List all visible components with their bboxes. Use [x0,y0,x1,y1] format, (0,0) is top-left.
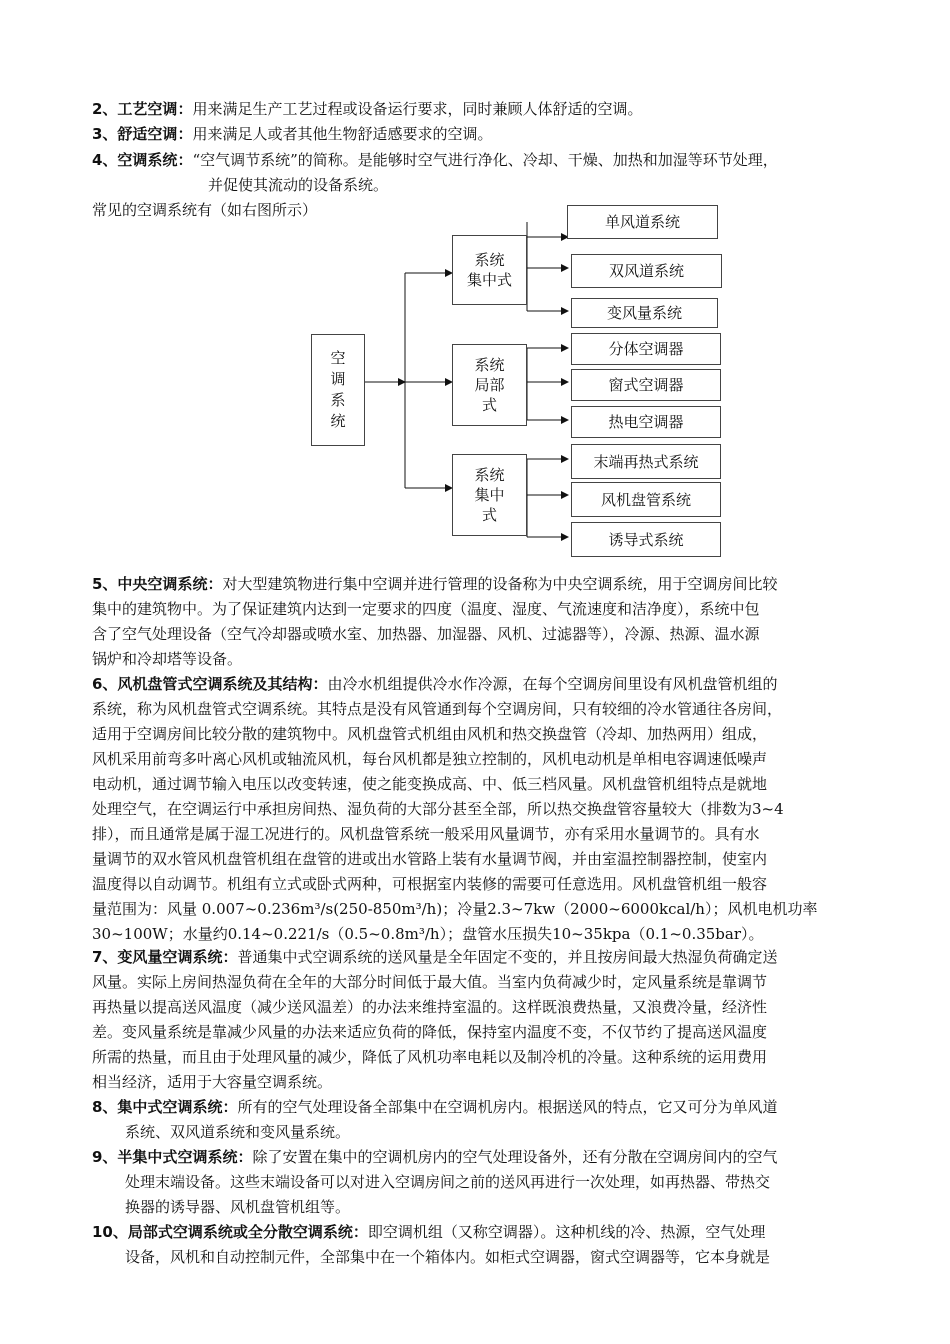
section-line: 所需的热量，而且由于处理风量的减少，降低了风机功率电耗以及制冷机的冷量。这种系统的运用费用 [92,1048,768,1066]
item-text: 用来满足生产工艺过程或设备运行要求，同时兼顾人体舒适的空调。 [192,100,643,118]
section-central-ac [92,572,777,672]
leaf-thermoelectric: 热电空调器 [571,406,721,438]
item-title: 3、舒适空调： [92,125,193,143]
root-char: 系 [330,391,346,409]
leaf-dual-duct: 双风道系统 [571,254,722,288]
section-line: 设备，风机和自动控制元件，全部集中在一个箱体内。如柜式空调器，窗式空调器等，它本身就是 [125,1248,771,1266]
section-line: 量范围为：风量 0.007~0.236m³/s(250-850m³/h)；冷量2.3~7kw（2000~6000kcal/h）；风机电机功率 [92,900,818,918]
leaf-variable-air-volume: 变风量系统 [571,298,718,328]
leaf-window-unit: 窗式空调器 [571,369,721,401]
section-semi-centralized [92,1145,777,1170]
section-line: 差。变风量系统是靠减少风量的办法来适应负荷的降低，保持室内温度不变，不仅节约了提高送风温度 [92,1023,768,1041]
section-title: 5、中央空调系统： [92,575,223,593]
section-line: 系统，称为风机盘管式空调系统。其特点是没有风管通到每个空调房间，只有较细的冷水管通往各房间， [92,700,783,718]
section-line: 排），而且通常是属于湿工况进行的。风机盘管系统一般采用风量调节，亦有采用水量调节的。具有水 [92,825,760,843]
section-centralized [92,1095,777,1120]
section-title: 9、半集中式空调系统： [92,1148,253,1166]
section-line: 温度得以自动调节。机组有立式或卧式两种，可根据室内装修的需要可任意选用。风机盘管机组一般容 [92,875,768,893]
diagram-caption: 常见的空调系统有（如右图所示） [92,201,318,219]
section-line: 30~100W；水量约0.14~0.221/s（0.5~0.8m³/h）；盘管水压损失10~35kpa（0.1~0.35bar）。 [92,925,764,943]
section-line: 对大型建筑物进行集中空调并进行管理的设备称为中央空调系统，用于空调房间比较 [222,575,778,593]
item-title: 4、空调系统： [92,151,193,169]
section-line: 由冷水机组提供冷水作冷源，在每个空调房间里设有风机盘管机组的 [327,675,778,693]
section-line: 处理末端设备。这些末端设备可以对进入空调房间之前的送风再进行一次处理，如再热器、带热交 [125,1173,771,1191]
section-line: 普通集中式空调系统的送风量是全年固定不变的，并且按房间最大热湿负荷确定送 [237,948,778,966]
root-char: 统 [330,412,346,430]
section-title: 6、风机盘管式空调系统及其结构： [92,675,328,693]
section-line: 电动机，通过调节输入电压以改变转速，使之能变换成高、中、低三档风量。风机盘管机组特点是就地 [92,775,768,793]
group-box-centralized [452,235,527,305]
root-box-ac-system [311,334,365,446]
leaf-fan-coil: 风机盘管系统 [571,482,721,517]
item-title: 2、工艺空调： [92,100,193,118]
section-line: 含了空气处理设备（空气冷却器或喷水室、加热器、加湿器、风机、过滤器等），冷源、热源、温水源 [92,625,760,643]
item-text: “空气调节系统”的简称。是能够时空气进行净化、冷却、干燥、加热和加湿等环节处理， [192,151,778,169]
section-line: 风量。实际上房间热湿负荷在全年的大部分时间低于最大值。当室内负荷减少时，定风量系统是靠调节 [92,973,768,991]
section-title: 7、变风量空调系统： [92,948,238,966]
item-text: 用来满足人或者其他生物舒适感要求的空调。 [192,125,493,143]
group-label: 局部 [474,376,505,394]
section-line: 处理空气，在空调运行中承担房间热、湿负荷的大部分甚至全部，所以热交换盘管容量较大（排数为3~4 [92,800,784,818]
root-char: 调 [330,370,346,388]
leaf-split-unit: 分体空调器 [571,333,721,365]
section-line: 所有的空气处理设备全部集中在空调机房内。根据送风的特点，它又可分为单风道 [237,1098,778,1116]
group-label: 系统 [474,466,505,484]
section-line: 量调节的双水管风机盘管机组在盘管的进或出水管路上装有水量调节阀，并由室温控制器控制，使室内 [92,850,768,868]
leaf-terminal-reheat: 末端再热式系统 [571,444,721,479]
section-line: 换器的诱导器、风机盘管机组等。 [125,1198,351,1216]
section-local-ac [92,1220,765,1245]
leaf-induction: 诱导式系统 [571,522,721,557]
section-title: 8、集中式空调系统： [92,1098,238,1116]
section-fan-coil [92,672,817,947]
section-semi-centralized-continued [125,1170,770,1220]
group-label: 系统 [474,251,505,269]
group-label: 集中式 [466,271,512,289]
section-line: 系统、双风道系统和变风量系统。 [125,1123,351,1141]
root-char: 空 [330,349,346,367]
group-label: 式 [481,506,497,524]
group-label: 式 [481,396,497,414]
section-local-ac-continued [125,1245,770,1270]
group-box-semi-centralized [452,454,527,536]
section-line: 即空调机组（又称空调器）。这种机线的冷、热源，空气处理 [367,1223,766,1241]
section-line: 除了安置在集中的空调机房内的空气处理设备外，还有分散在空调房间内的空气 [252,1148,778,1166]
leaf-single-duct: 单风道系统 [567,205,718,239]
section-vav [92,945,777,1095]
section-line: 再热量以提高送风温度（减少送风温差）的办法来维持室温的。这样既浪费热量，又浪费冷量，经济性 [92,998,768,1016]
section-centralized-continued [125,1120,350,1145]
group-label: 集中 [474,486,505,504]
section-line: 集中的建筑物中。为了保证建筑内达到一定要求的四度（温度、湿度、气流速度和洁净度），系统中包 [92,600,760,618]
section-line: 风机采用前弯多叶离心风机或轴流风机，每台风机都是独立控制的，风机电动机是单相电容调速低噪声 [92,750,768,768]
item-text: 并促使其流动的设备系统。 [208,176,389,194]
group-label: 系统 [474,356,505,374]
section-line: 相当经济，适用于大容量空调系统。 [92,1073,333,1091]
section-line: 锅炉和冷却塔等设备。 [92,650,243,668]
group-box-local [452,344,527,426]
section-title: 10、局部式空调系统或全分散空调系统： [92,1223,368,1241]
section-line: 适用于空调房间比较分散的建筑物中。风机盘管式机组由风机和热交换盘管（冷却、加热两用）组成， [92,725,768,743]
